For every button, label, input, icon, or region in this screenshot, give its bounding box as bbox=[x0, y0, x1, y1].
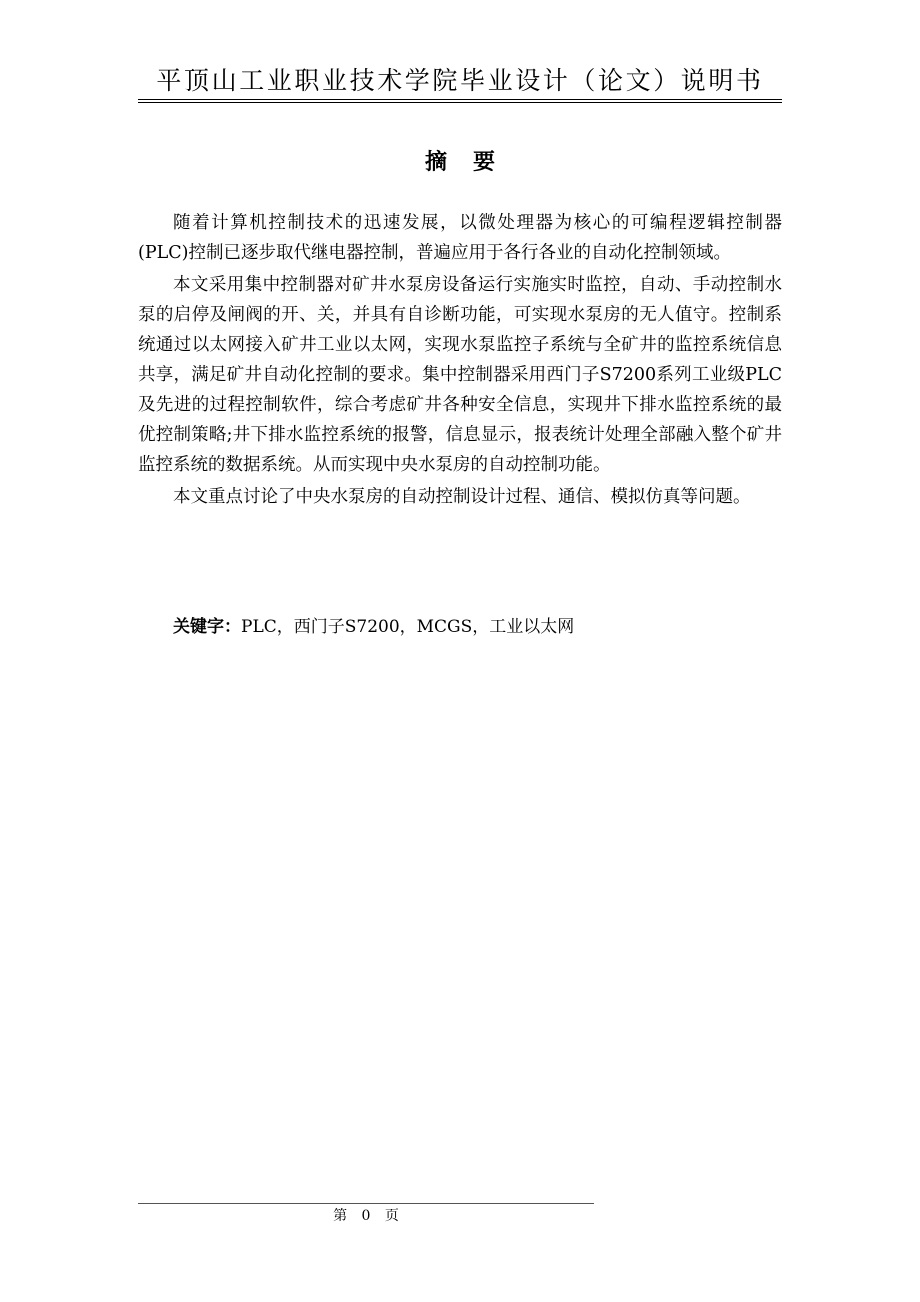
footer-divider bbox=[138, 1203, 594, 1204]
abstract-paragraph-3: 本文重点讨论了中央水泵房的自动控制设计过程、通信、模拟仿真等问题。 bbox=[173, 487, 751, 507]
keywords-label: 关键字： bbox=[173, 617, 241, 637]
page-header-title: 平顶山工业职业技术学院毕业设计（论文）说明书 bbox=[156, 66, 764, 95]
abstract-paragraph-2: 本文采用集中控制器对矿井水泵房设备运行实施实时监控，自动、手动控制水泵的启停及闸阀的开、关，并具有自诊断功能，可实现水泵房的无人值守。控制系统通过以太网接入矿井工业以太网，实现水泵监控子系统与全矿井的监控系统信息共享，满足矿井自动化控制的要求。集中控制器采用西门子S7200系列工业级PLC及先进的过程控制软件，综合考虑矿井各种安全信息，实现井下排水监控系统的最优控制策略;井下排水监控系统的报警，信息显示，报表统计处理全部融入整个矿井监控系统的数据系统。从而实现中央水泵房的自动控制功能。 bbox=[138, 275, 782, 475]
header-divider bbox=[138, 99, 782, 100]
keywords-line bbox=[173, 612, 574, 642]
abstract-heading: 摘要 bbox=[424, 150, 521, 175]
page-number: 第 0 页 bbox=[333, 1208, 399, 1224]
keywords-text: PLC，西门子S7200，MCGS，工业以太网 bbox=[241, 617, 575, 637]
abstract-paragraph-1: 随着计算机控制技术的迅速发展，以微处理器为核心的可编程逻辑控制器(PLC)控制已逐步取代继电器控制，普遍应用于各行各业的自动化控制领域。 bbox=[138, 213, 782, 263]
abstract-body bbox=[138, 208, 782, 512]
header-divider-thin bbox=[138, 102, 782, 103]
